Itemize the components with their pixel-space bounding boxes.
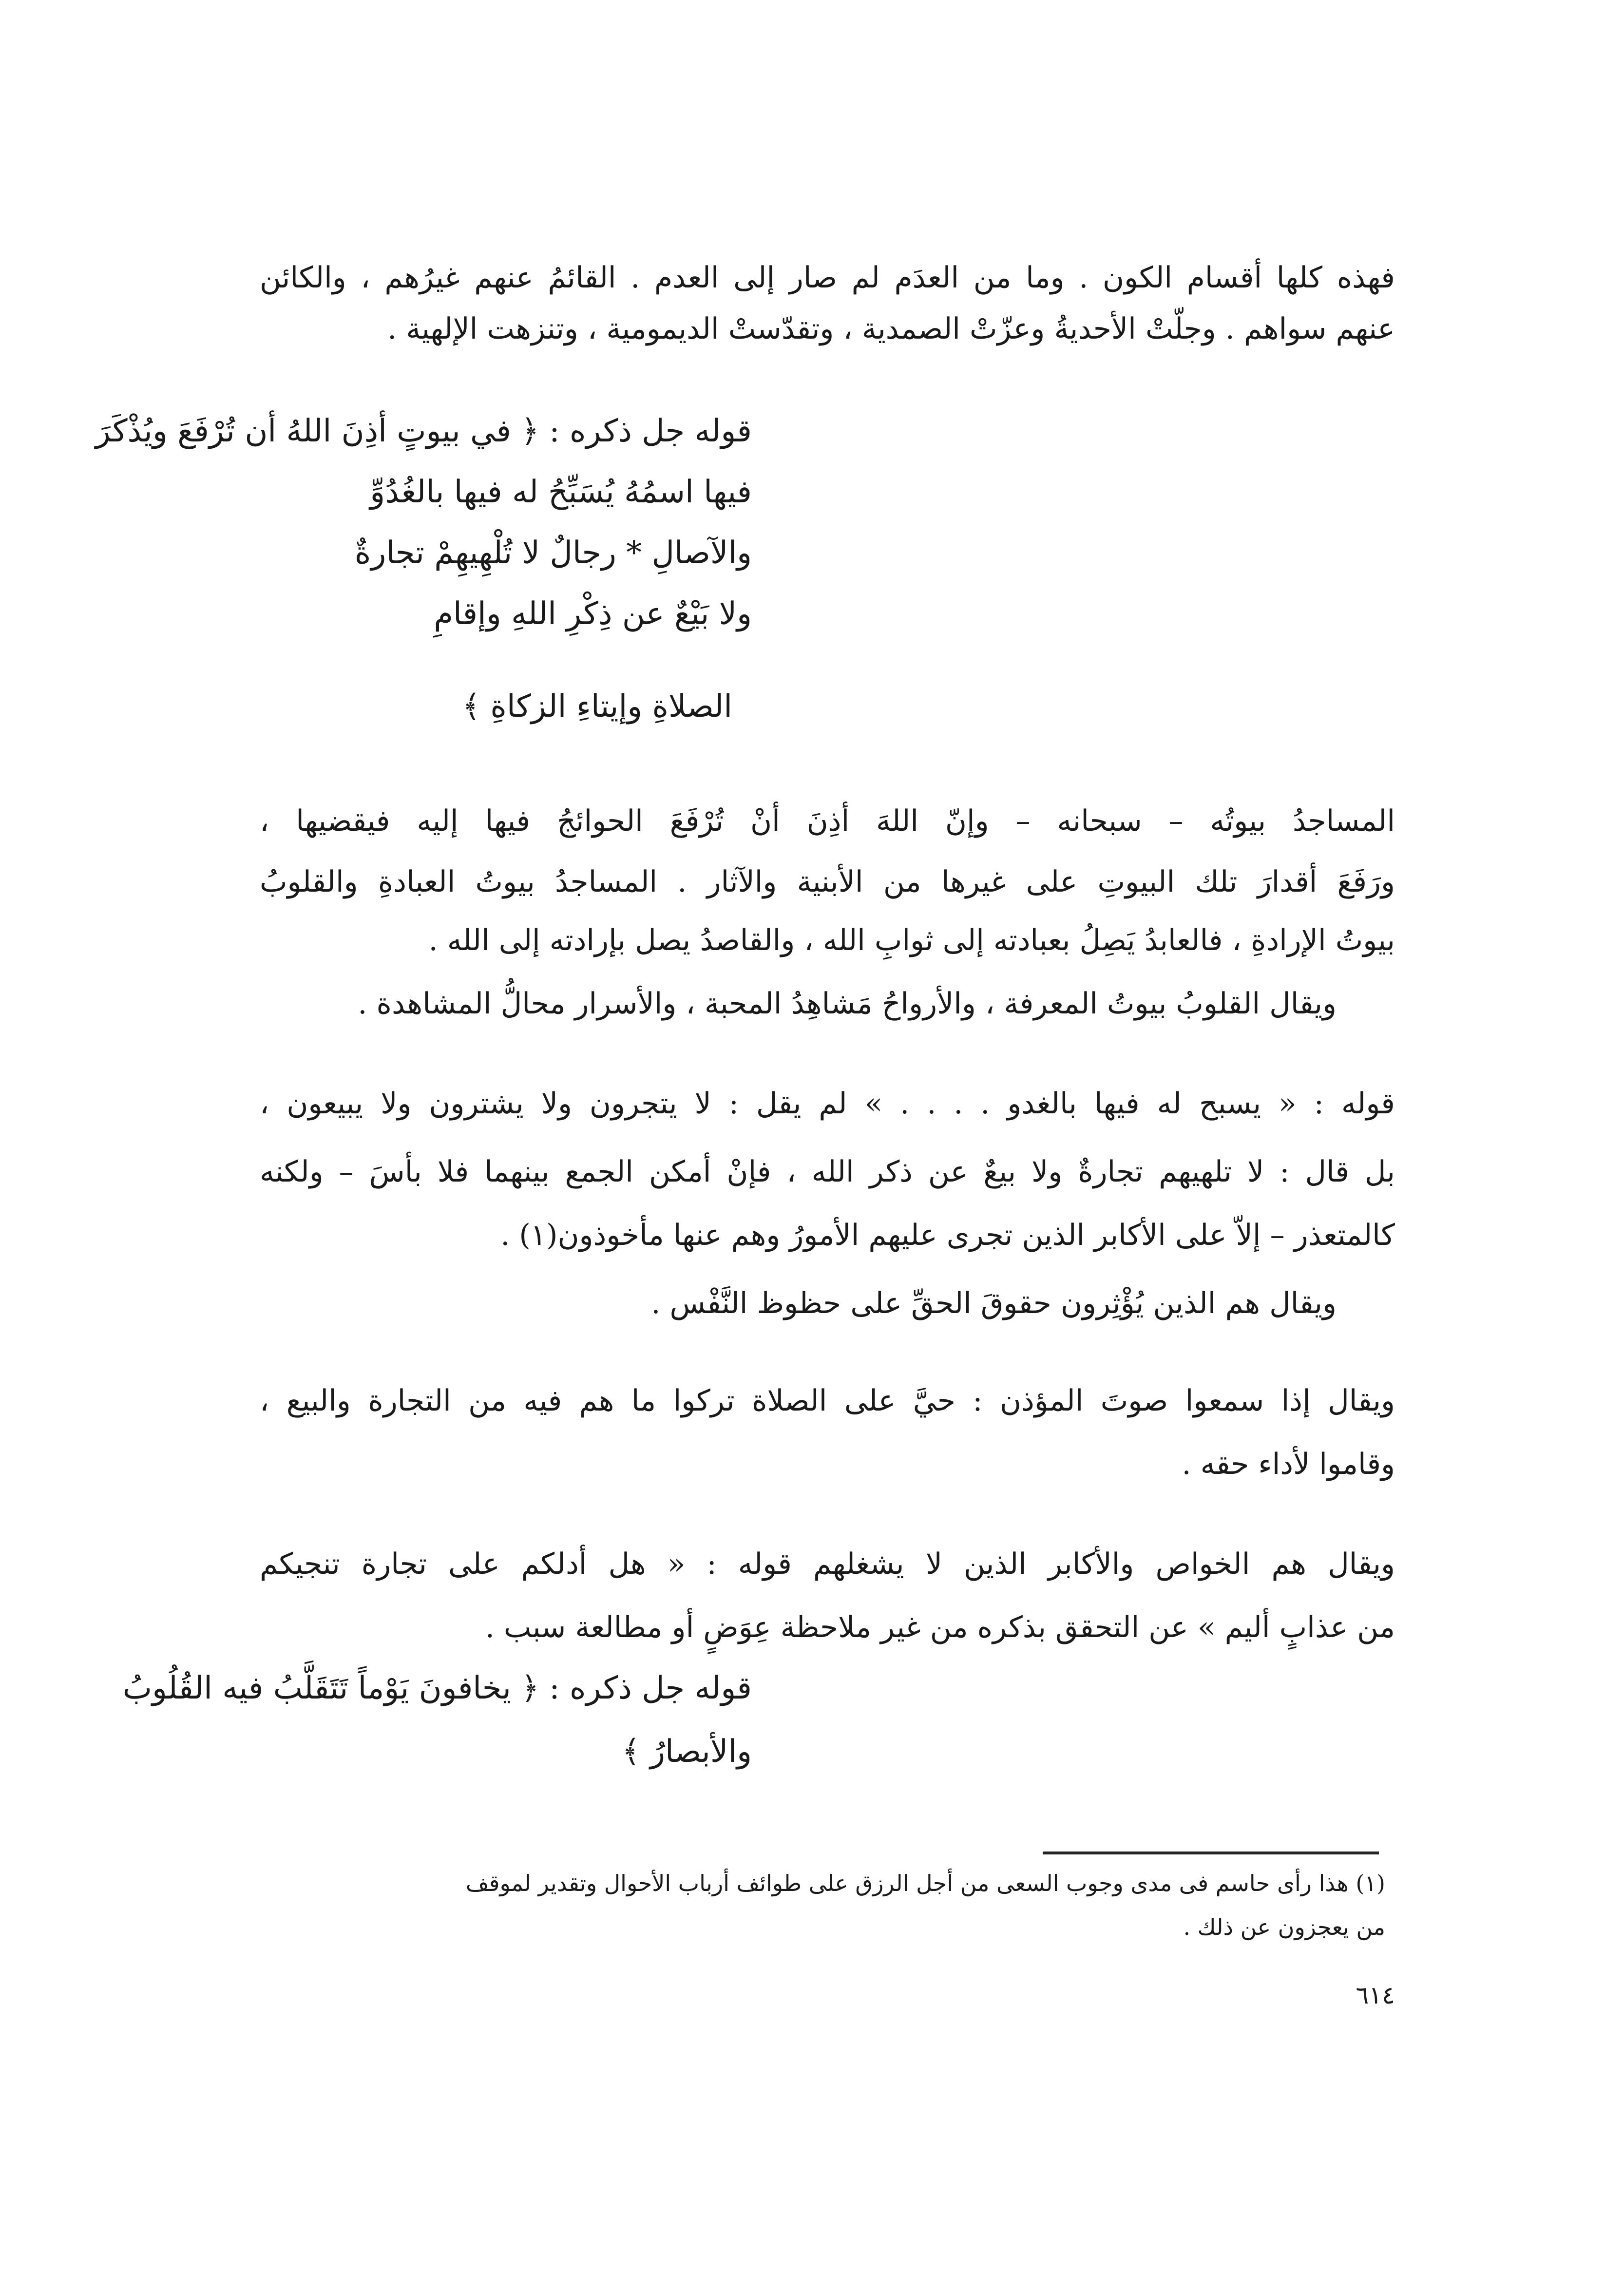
quran-verse-line-1: قوله جل ذكره : ﴿ في بيوتٍ أذِنَ اللهُ أن تُرْفَعَ ويُذْكَرَ [95, 413, 752, 449]
footnote-divider [1043, 1852, 1379, 1854]
text-line-10: ويقال هم الذين يُؤْثِرون حقوقَ الحقِّ على حظوظ النَّفْس . [651, 1286, 1337, 1320]
footnote-line-2: من يعجزون عن ذلك . [1183, 1914, 1385, 1940]
text-line-5: بيوتُ الإرادةِ ، فالعابدُ يَصِلُ بعبادته إلى ثوابِ الله ، والقاصدُ يصل بإرادته إلى الله . [428, 923, 1395, 957]
text-line-7: قوله : « يسبح له فيها بالغدو . . . . » لم يقل : لا يتجرون ولا يشترون ولا يبيعون ، [260, 1087, 1395, 1121]
quran-verse-line-6: قوله جل ذكره : ﴿ يخافونَ يَوْماً تَتَقَلَّبُ فيه القُلُوبُ [122, 1670, 752, 1706]
text-line-2: عنهم سواهم . وجلّتْ الأحديةُ وعزّتْ الصمدية ، وتقدّستْ الديمومية ، وتنزهت الإلهية . [387, 312, 1395, 346]
text-line-1: فهذه كلها أقسام الكون . وما من العدَم لم صار إلى العدم . القائمُ عنهم غيرُهم ، والكائن [260, 261, 1395, 295]
text-line-3: المساجدُ بيوتُه – سبحانه – وإنّ اللهَ أذِنَ أنْ تُرْفَعَ الحوائجُ فيها إليه فيقضيها ، [260, 804, 1395, 838]
text-line-4: ورَفَعَ أقدارَ تلك البيوتِ على غيرها من الأبنية والآثار . المساجدُ بيوتُ العبادةِ والقلوبُ [260, 865, 1395, 899]
text-line-9: كالمتعذر – إلاّ على الأكابر الذين تجرى عليهم الأمورُ وهم عنها مأخوذون(١) . [500, 1218, 1395, 1252]
quran-verse-line-7: والأبصارُ ﴾ [622, 1734, 752, 1770]
footnote-line-1: (١) هذا رأى حاسم فى مدى وجوب السعى من أجل الرزق على طوائف أرباب الأحوال وتقدير لموقف [465, 1870, 1385, 1896]
quran-verse-line-4: ولا بَيْعٌ عن ذِكْرِ اللهِ وإقامِ [434, 596, 752, 632]
page-number: ٦١٤ [1356, 1981, 1395, 2009]
text-line-14: من عذابٍ أليم » عن التحقق بذكره من غير ملاحظة عِوَضٍ أو مطالعة سبب . [485, 1610, 1395, 1644]
text-line-13: ويقال هم الخواص والأكابر الذين لا يشغلهم قوله : « هل أدلكم على تجارة تنجيكم [260, 1547, 1395, 1581]
text-line-8: بل قال : لا تلهيهم تجارةٌ ولا بيعٌ عن ذكر الله ، فإنْ أمكن الجمع بينهما فلا بأسَ – ولكنه [260, 1155, 1395, 1189]
text-line-11: ويقال إذا سمعوا صوتَ المؤذن : حيَّ على الصلاة تركوا ما هم فيه من التجارة والبيع ، [260, 1384, 1395, 1418]
quran-verse-line-2: فيها اسمُهُ يُسَبِّحُ له فيها بالغُدُوِّ [370, 474, 752, 510]
text-line-12: وقاموا لأداء حقه . [1182, 1447, 1395, 1481]
quran-verse-line-5: الصلاةِ وإيتاءِ الزكاةِ ﴾ [462, 688, 732, 725]
quran-verse-line-3: والآصالِ * رجالٌ لا تُلْهِيهِمْ تجارةٌ [354, 535, 752, 571]
text-line-6: ويقال القلوبُ بيوتُ المعرفة ، والأرواحُ مَشاهِدُ المحبة ، والأسرار محالُّ المشاهدة . [358, 987, 1337, 1021]
